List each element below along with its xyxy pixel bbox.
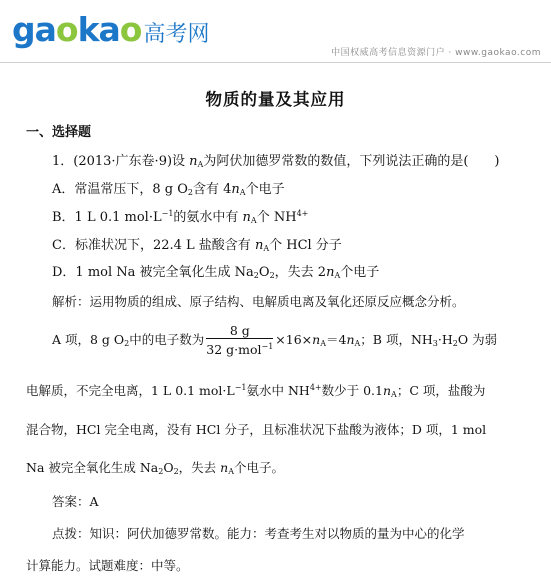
comment-line-2: 计算能力。试题难度：中等。	[26, 558, 189, 573]
page-title: 物质的量及其应用	[205, 90, 346, 109]
answer: 答案：A	[52, 494, 99, 509]
analysis-line-2: 电解质，不完全电离，1 L 0.1 $mol\cdot L^{-1}$氨水中 $NH^{4+}$数少于 $0.1n_A$；C 项，盐酸为	[26, 383, 486, 399]
option-d: D．1 mol Na 被完全氧化生成 $Na_2O_2$，失去 $2n_A$个电子	[52, 265, 380, 280]
question-stem: 1．(2013·广东卷·9)设 $n_A$为阿伏加德罗常数的数值，下列说法正确的是( )	[52, 154, 500, 169]
option-c: C．标准状况下，22.4 L 盐酸含有 $n_A$个 HCl 分子	[52, 238, 342, 253]
analysis-line-4: Na 被完全氧化生成 $Na_2O_2$，失去 $n_A$个电子。	[26, 460, 285, 476]
option-b: B．1 L 0.1 $mol\cdot L^{-1}$的氨水中有 $n_A$个 $NH^{4+}$	[52, 209, 309, 225]
analysis-line-3: 混合物，HCl 完全电离，没有 HCl 分子，且标准状况下盐酸为液体；D 项，1 mol	[26, 422, 487, 437]
electron-count-fraction: $\frac{8 g}{32 g\cdot mol^{-1}}$	[206, 323, 274, 357]
page-header	[0, 0, 551, 64]
comment-line-1: 点拨：知识：阿伏加德罗常数。能力：考查考生对以物质的量为中心的化学	[52, 526, 465, 541]
analysis-intro: 解析：运用物质的组成、原子结构、电解质电离及氧化还原反应概念分析。	[52, 294, 465, 309]
logo-wordmark: gaokao	[12, 10, 142, 49]
logo-chinese: 高考网	[143, 22, 210, 47]
analysis-line-1: A 项，8 g $O_2$中的电子数为 $\frac{8 g}{32 g\cdot mol^{-1}}$ $\times 16\times n_A=4n_A$；B 项，$NH_3\cdot H_2O$ 为弱	[52, 323, 498, 357]
option-a: A．常温常压下，8 g $O_2$含有 $4n_A$个电子	[52, 182, 285, 197]
header-divider	[0, 62, 551, 63]
gaokao-logo[interactable]	[12, 10, 210, 49]
portal-tagline: 中国权威高考信息资源门户 · www.gaokao.com	[331, 48, 541, 58]
section-heading: 一、选择题	[26, 125, 92, 140]
